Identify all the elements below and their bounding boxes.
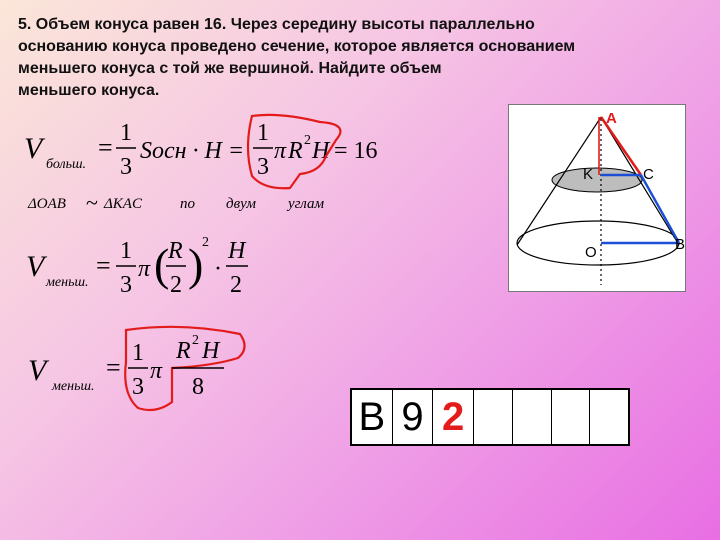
formula1-h: H (312, 138, 330, 164)
answer-cell-3: 2 (433, 390, 474, 444)
formula3-exp: 2 (192, 333, 199, 348)
answer-cell-4 (474, 390, 513, 444)
similarity-w3: углам (288, 196, 325, 212)
formula2-r: R (168, 238, 183, 264)
formula1-sub: больш. (46, 157, 87, 172)
formula2-rparen: ) (188, 239, 204, 290)
cone-figure (508, 104, 686, 292)
cone-diagram (509, 105, 685, 291)
formula2-n1: 1 (120, 238, 132, 264)
formula2-pi: π (138, 256, 151, 282)
answer-grid (350, 388, 630, 446)
formula3-sub: меньш. (52, 379, 95, 394)
formula3-eq: = (106, 353, 121, 382)
label-a: A (606, 110, 617, 127)
formula2-h: H (228, 238, 246, 264)
formula-small-cone-volume-result (22, 322, 262, 412)
formula3-h: H (202, 338, 220, 364)
formula1-tail: = 16 (334, 138, 378, 164)
label-o: O (585, 244, 597, 261)
similarity-w1: по (180, 196, 195, 212)
formula1-exp: 2 (304, 133, 311, 148)
problem-statement (18, 14, 698, 102)
similarity-w2: двум (226, 196, 256, 212)
similarity-sim: ~ (86, 190, 98, 215)
formula1-r: R (288, 138, 303, 164)
answer-cell-6 (552, 390, 591, 444)
formula1-eq: = (98, 133, 113, 162)
problem-line-1: 5. Объем конуса равен 16. Через середину высоты параллельно (18, 16, 535, 33)
formula2-exp: 2 (202, 235, 209, 250)
formula1-rest: Sосн · H = (140, 138, 245, 164)
formula1-v: V (24, 132, 43, 165)
formula-big-cone-volume (20, 112, 390, 192)
formula3-d2: 8 (192, 374, 204, 400)
formula3-n1: 1 (132, 340, 144, 366)
formula2-dot: · (214, 256, 222, 282)
formula3-d1: 3 (132, 374, 144, 400)
formula2-sub: меньш. (46, 275, 89, 290)
problem-line-4: меньшего конуса. (18, 82, 160, 99)
segment-cb (641, 175, 679, 243)
label-c: C (643, 166, 654, 183)
formula2-eq: = (96, 251, 111, 280)
formula1-n2: 1 (257, 120, 269, 146)
formula2-v: V (26, 250, 45, 283)
formula2-d1: 3 (120, 272, 132, 298)
formula2-lparen: ( (154, 239, 170, 290)
formula1-n1: 1 (120, 120, 132, 146)
formula2-d2: 2 (170, 272, 182, 298)
formula1-d1: 3 (120, 154, 132, 180)
similarity-statement (24, 188, 354, 218)
similarity-t1: ΔOAB (28, 196, 66, 212)
formula-small-cone-volume-expanded (22, 226, 282, 306)
formula3-r: R (176, 338, 191, 364)
formula3-v: V (28, 354, 47, 387)
label-k: K (583, 166, 594, 183)
answer-cell-7 (590, 390, 628, 444)
formula2-d3: 2 (230, 272, 242, 298)
answer-cell-5 (513, 390, 552, 444)
label-b: B (675, 236, 685, 253)
formula1-pi: π (274, 138, 287, 164)
answer-cell-1: В (352, 390, 393, 444)
problem-line-3: меньшего конуса с той же вершиной. Найдите объем (18, 60, 442, 77)
answer-cell-2: 9 (393, 390, 434, 444)
similarity-t2: ΔKAC (104, 196, 142, 212)
formula3-pi: π (150, 358, 163, 384)
problem-line-2: основанию конуса проведено сечение, которое является основанием (18, 38, 576, 55)
formula1-d2: 3 (257, 154, 269, 180)
